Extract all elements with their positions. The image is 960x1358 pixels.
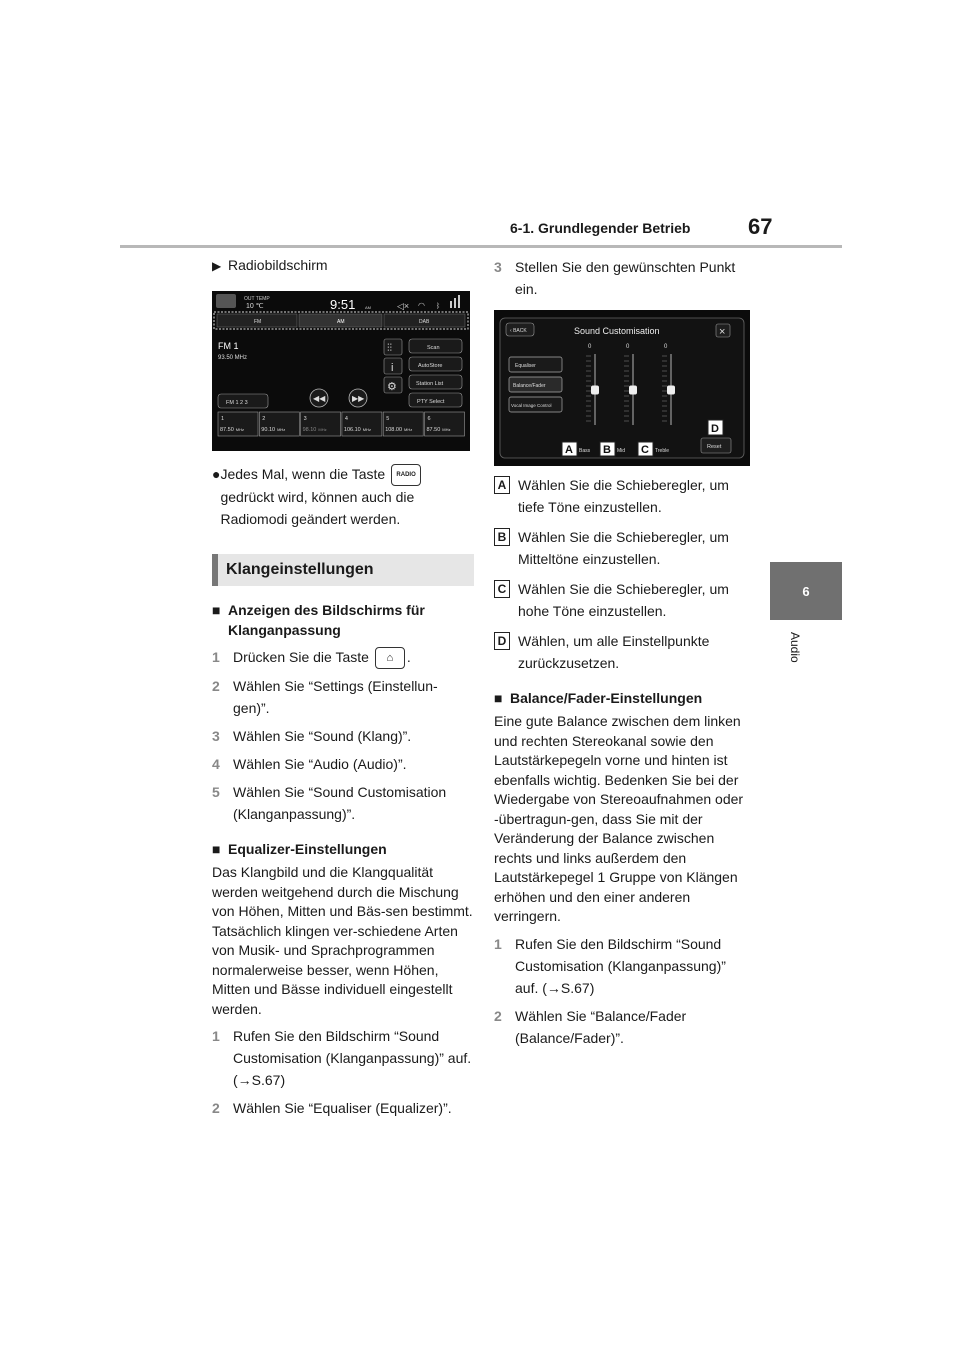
balance-fader-paragraph: Eine gute Balance zwischen dem linken und rechten Stereokanal sowie den Lautstärkepegeln vorne und hinten ist ebenfalls wichtig. Bedenken Sie bei der Wiedergabe von Stereoaufnahmen oder -übertragun-gen, dass Sie mit der Veränderung der Balance zwischen rechts und links außerdem den Lautstärkepegel 1 Gruppe von Klängen erhöhen und den einer anderen verringern.	[494, 713, 744, 924]
step-text: Wählen Sie “Settings (Einstellun-gen)”.	[233, 678, 438, 717]
step-item	[494, 1005, 752, 1049]
reset-label: Reset	[707, 444, 722, 450]
legend-letter: A	[494, 476, 510, 494]
step-text: Wählen Sie “Sound (Klang)”.	[233, 728, 412, 745]
slider-knob[interactable]	[667, 386, 675, 395]
subheading-text: Anzeigen des Bildschirms für Klanganpassung	[228, 601, 425, 638]
out-temp-value: 10 ℃	[246, 302, 264, 310]
fast-forward-icon: ▶▶	[352, 393, 365, 403]
preset-number: 4	[344, 415, 348, 422]
step-text: Rufen Sie den Bildschirm “Sound Customisation (Klanganpassung)” auf. (→S.67)	[515, 935, 726, 996]
menu-balance-fader-label: Balance/Fader	[513, 383, 546, 389]
radio-bullet-text-before: Jedes Mal, wenn die Taste	[220, 465, 386, 482]
legend-item-b	[494, 526, 752, 570]
subheading-text: Equalizer-Einstellungen	[228, 841, 387, 858]
slider-value: 0	[626, 344, 630, 350]
step-text: Wählen Sie “Sound Customisation (Klanganpassung)”.	[233, 784, 447, 823]
radio-screen-caption: Radiobildschirm	[228, 257, 328, 273]
legend-text: Wählen Sie die Schieberegler, um Mitteltöne einzustellen.	[518, 529, 729, 567]
preset-frequency: 87.50 MHz	[220, 426, 244, 433]
preset-frequency: 106.10 MHz	[343, 426, 371, 433]
radio-screen	[212, 291, 470, 451]
band-fm-label: FM	[254, 318, 262, 325]
step-item	[212, 675, 474, 719]
home-key-icon: ⌂	[375, 647, 405, 669]
menu-vocal-image-label: Vocal Image Control	[511, 403, 552, 408]
slider-knob[interactable]	[591, 386, 599, 395]
clock-ampm: AM	[365, 304, 371, 310]
left-column	[212, 256, 474, 1119]
slider-label: Bass	[579, 448, 591, 454]
rewind-icon: ◀◀	[313, 393, 326, 403]
slider-label: Treble	[655, 448, 669, 454]
slider-value: 0	[588, 344, 592, 350]
radio-bullet-text-after: gedrückt wird, können auch die Radiomodi geändert werden.	[220, 488, 415, 527]
step-item	[212, 781, 474, 825]
step-item	[212, 753, 474, 775]
signal-icon	[450, 301, 452, 308]
close-icon: ×	[719, 326, 726, 338]
step-number: 3	[212, 728, 220, 745]
sliders-icon: ⫶⫶	[387, 342, 392, 354]
legend-text: Wählen Sie die Schieberegler, um hohe Töne einzustellen.	[518, 581, 729, 619]
step-item	[212, 646, 474, 669]
preset-group-label: FM 1 2 3	[226, 399, 248, 406]
info-icon: i	[391, 361, 394, 374]
legend-letter: C	[494, 580, 510, 598]
preset-frequency: 87.50 MHz	[426, 426, 451, 433]
step-item	[212, 1097, 474, 1119]
callout-legend	[494, 474, 752, 674]
back-label: ‹ BACK	[510, 328, 527, 334]
radio-bullet	[212, 463, 474, 530]
equalizer-paragraph: Das Klangbild und die Klangqualität werden weitgehend durch die Mischung von Höhen, Mitten und Bäs-sen bestimmt. Tatsächlich klingen ver-schiedene Arten von Musik- und Sprachprogrammen normalerweise besser, wenn Höhen, Mitten und Bässe individuell eingestellt werden.	[212, 864, 473, 1017]
mute-icon: ◁×	[397, 300, 410, 311]
band-am-label: AM	[337, 318, 345, 325]
legend-text: Wählen, um alle Einstellpunkte zurückzusetzen.	[518, 633, 710, 671]
bullet-dot-icon: ●	[212, 465, 221, 482]
band-dab-label: DAB	[419, 318, 430, 325]
station-list-label: Station List	[416, 380, 444, 387]
slider-label: Mid	[617, 448, 626, 454]
subheading-balance-fader	[494, 688, 752, 708]
preset-number: 3	[303, 415, 307, 422]
step-number: 3	[494, 259, 502, 275]
pty-select-label: PTY Select	[417, 398, 445, 405]
preset-frequency: 98.10 MHz	[302, 426, 327, 433]
radio-key-icon: RADIO	[391, 464, 421, 486]
square-bullet-icon: ■	[494, 690, 503, 706]
preset-number: 2	[262, 415, 266, 422]
out-temp-label: OUT TEMP	[244, 295, 270, 302]
seat-heater-icon	[216, 294, 236, 308]
step-item	[494, 256, 752, 300]
chapter-tab	[770, 562, 842, 620]
station-title: FM 1	[218, 340, 239, 351]
subheading-display-screen	[212, 600, 474, 640]
legend-item-a	[494, 474, 752, 518]
preset-number: 6	[427, 415, 431, 422]
legend-letter: B	[494, 528, 510, 546]
right-column	[494, 256, 752, 1049]
step-number: 1	[212, 1028, 220, 1045]
station-frequency: 93.50 MHz	[218, 354, 248, 361]
step-number: 5	[212, 784, 220, 801]
callout-letter: B	[603, 444, 611, 456]
sound-customisation-screen	[494, 310, 750, 466]
callout-letter: C	[641, 444, 649, 456]
step-number: 2	[494, 1007, 502, 1024]
step-text: Wählen Sie “Balance/Fader (Balance/Fader)”.	[515, 1007, 687, 1046]
arrow-bullet-icon: ▶	[212, 259, 222, 273]
scan-label: Scan	[427, 344, 440, 351]
subheading-equalizer	[212, 839, 474, 859]
preset-number: 5	[386, 415, 390, 422]
dialog-title: Sound Customisation	[574, 326, 660, 336]
slider-knob[interactable]	[629, 386, 637, 395]
subheading-text: Balance/Fader-Einstellungen	[510, 690, 703, 706]
square-bullet-icon: ■	[212, 601, 221, 618]
preset-frequency: 108.00 MHz	[385, 426, 413, 433]
step-text: Stellen Sie den gewünschten Punkt ein.	[515, 259, 736, 297]
step-item	[494, 933, 752, 999]
section-heading: Klangeinstellungen	[212, 554, 474, 586]
wifi-icon: ◠	[418, 300, 425, 310]
step-number: 2	[212, 1100, 220, 1117]
slider-value: 0	[664, 344, 668, 350]
menu-equaliser-label: Equaliser	[515, 363, 536, 369]
preset-frequency: 90.10 MHz	[261, 426, 286, 433]
square-bullet-icon: ■	[212, 841, 221, 858]
step-number: 4	[212, 756, 220, 773]
legend-letter: D	[494, 632, 510, 650]
screen-caption-item	[212, 256, 474, 277]
clock: 9:51	[330, 296, 356, 312]
gear-icon: ⚙	[387, 380, 397, 393]
step-text: Rufen Sie den Bildschirm “Sound Customisation (Klanganpassung)” auf. (→S.67)	[233, 1028, 472, 1089]
section-header-title: 6-1. Grundlegender Betrieb	[510, 220, 691, 236]
step-text-end: .	[406, 648, 411, 665]
callout-letter: A	[565, 444, 573, 456]
chapter-label: Audio	[788, 632, 802, 663]
callout-d: D	[711, 423, 719, 435]
step-number: 1	[212, 648, 220, 665]
step-text: Wählen Sie “Equaliser (Equalizer)”.	[233, 1100, 452, 1117]
legend-item-d	[494, 630, 752, 674]
step-number: 1	[494, 935, 502, 952]
step-text: Wählen Sie “Audio (Audio)”.	[233, 756, 407, 773]
chapter-number: 6	[802, 583, 810, 599]
step-text: Drücken Sie die Taste	[233, 648, 369, 665]
legend-text: Wählen Sie die Schieberegler, um tiefe Töne einzustellen.	[518, 477, 729, 515]
step-number: 2	[212, 678, 220, 695]
legend-item-c	[494, 578, 752, 622]
autostore-label: AutoStore	[418, 362, 443, 369]
header-rule	[120, 245, 842, 248]
step-item	[212, 1025, 474, 1091]
step-item	[212, 725, 474, 747]
bluetooth-icon: ᛒ	[436, 302, 441, 310]
preset-number: 1	[221, 415, 225, 422]
page-number: 67	[748, 214, 773, 239]
